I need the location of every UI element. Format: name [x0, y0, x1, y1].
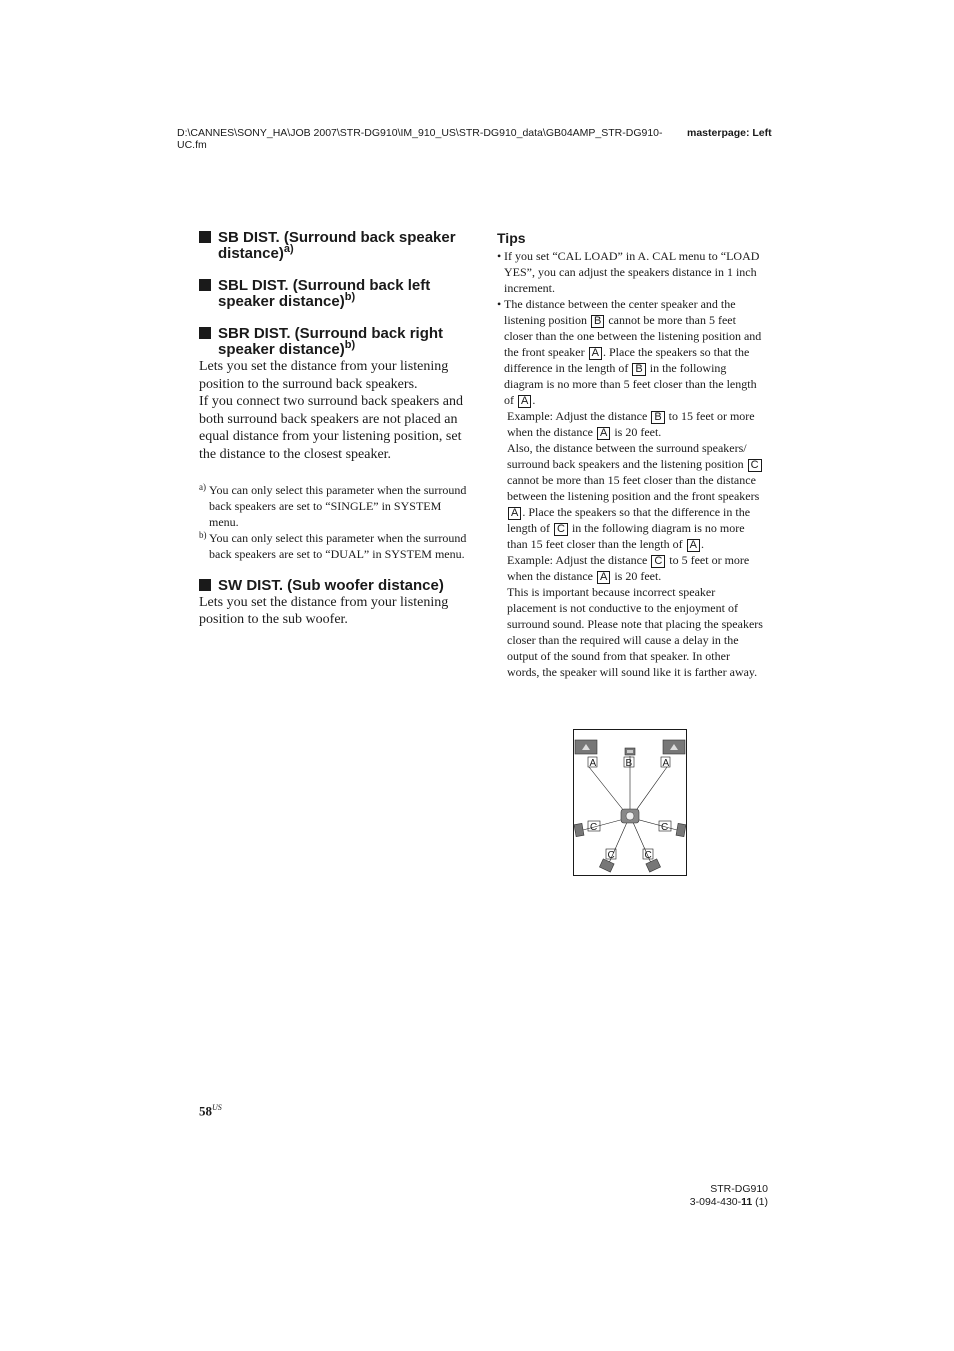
heading-sb-dist	[199, 230, 467, 262]
front-left-speaker-icon	[575, 740, 597, 754]
page-number-value: 58	[199, 1103, 212, 1119]
page-footer	[690, 1183, 768, 1209]
footnote-a	[199, 482, 467, 530]
heading-sbr-dist	[199, 326, 467, 358]
label-box-b: B	[632, 363, 645, 376]
diagram-label-c-right: C	[661, 822, 669, 833]
square-bullet-icon	[199, 579, 211, 591]
center-speaker-icon	[625, 748, 635, 755]
footnote-text: You can only select this parameter when the surround back speakers are set to “DUAL” in SYSTEM menu.	[209, 530, 467, 561]
square-bullet-icon	[199, 279, 211, 291]
label-box-b: B	[591, 315, 604, 328]
heading-sbl-dist	[199, 278, 467, 310]
tip-text: . Place the speakers so that the difference in the length of	[507, 505, 751, 535]
diagram-label-a-left: A	[589, 758, 597, 769]
footnote-ref: b)	[344, 339, 356, 351]
also-surround-distance	[497, 440, 765, 552]
heading-sw-dist	[199, 578, 467, 594]
footnotes	[199, 482, 467, 562]
footnote-mark: b)	[199, 529, 207, 540]
tip-text: If you set “CAL LOAD” in A. CAL menu to “LOAD YES”, you can adjust the speakers distance in 1 inch increment.	[504, 249, 760, 295]
front-right-speaker-icon	[663, 740, 685, 754]
heading-text: SB DIST. (Surround back speaker distance)	[218, 229, 456, 262]
tip-text: Also, the distance between the surround speakers/ surround back speakers and the listening position	[507, 441, 747, 471]
tip-center-distance	[497, 296, 765, 408]
label-box-c: C	[748, 459, 762, 472]
diagram-label-c-left: C	[590, 822, 598, 833]
model-number: STR-DG910	[710, 1183, 768, 1195]
example-text: Example: Adjust the distance	[507, 409, 648, 423]
footnote-ref: b)	[344, 291, 356, 303]
tip-text: The distance between the center speaker and the listening position	[504, 297, 736, 327]
period: .	[532, 393, 536, 407]
diagram-label-b: B	[625, 758, 633, 769]
code-suffix: (1)	[752, 1196, 768, 1208]
diagram-label-c-back-left: C	[607, 850, 615, 861]
code-revision: 11	[741, 1196, 753, 1208]
example-text: to 15 feet or more when the distance	[507, 409, 755, 439]
tip-text: in the following diagram is no more than 15 feet closer than the length of	[507, 521, 745, 551]
label-box-b: B	[651, 411, 664, 424]
label-box-c: C	[651, 555, 665, 568]
speaker-placement-diagram	[573, 729, 687, 876]
page-number-region: US	[212, 1103, 222, 1112]
label-box-a: A	[589, 347, 602, 360]
footnote-b	[199, 530, 467, 562]
footnote-ref: a)	[283, 243, 294, 255]
label-box-c: C	[554, 523, 568, 536]
tip-text: . Place the speakers so that the difference in the length of	[504, 345, 750, 375]
surround-left-speaker-icon	[574, 823, 584, 836]
listener-icon	[621, 809, 639, 823]
square-bullet-icon	[199, 327, 211, 339]
example-center	[497, 408, 765, 440]
bullet: •	[497, 297, 502, 311]
square-bullet-icon	[199, 231, 211, 243]
label-box-a: A	[687, 539, 700, 552]
diagram-label-a-right: A	[662, 758, 670, 769]
example-surround	[497, 552, 765, 584]
left-column	[199, 230, 467, 629]
heading-text: SBR DIST. (Surround back right speaker distance)	[218, 325, 444, 358]
example-text: Example: Adjust the distance	[507, 553, 648, 567]
tip-text: cannot be more than 5 feet closer than the one between the listening position and the front speaker	[504, 313, 762, 359]
example-text: is 20 feet.	[614, 425, 662, 439]
tips-title: Tips	[497, 230, 526, 246]
tip-cal-load	[497, 248, 765, 296]
heading-text: SW DIST. (Sub woofer distance)	[218, 576, 444, 594]
period: .	[700, 537, 704, 551]
bullet: •	[497, 249, 502, 263]
important-note: This is important because incorrect speaker placement is not conductive to the enjoyment of surround sound. Please note that placing the speakers closer than the required will cause a delay in the output of the sound from that speaker. In other words, the speaker will sound like it is farther away.	[507, 585, 763, 679]
heading-text: SBL DIST. (Surround back left speaker distance)	[218, 277, 431, 310]
label-box-a: A	[518, 395, 531, 408]
paragraph-sw: Lets you set the distance from your listening position to the sub woofer.	[199, 594, 449, 628]
label-box-a: A	[597, 427, 610, 440]
label-box-a: A	[597, 571, 610, 584]
paragraph-sb-two-speakers: If you connect two surround back speakers and both surround back speakers are not placed an equal distance from your listening position, set the distance to the closest speaker.	[199, 394, 463, 462]
diagram-label-c-back-right: C	[644, 850, 652, 861]
tip-text: cannot be more than 15 feet closer than the distance between the listening position and the front speakers	[507, 473, 760, 503]
masterpage-label: masterpage: Left	[687, 127, 772, 139]
code-prefix: 3-094-430-	[689, 1196, 742, 1208]
label-box-a: A	[508, 507, 521, 520]
footnote-mark: a)	[199, 481, 206, 492]
footnote-text: You can only select this parameter when the surround back speakers are set to “SINGLE” in SYSTEM menu.	[209, 482, 467, 529]
document-code	[690, 1196, 768, 1209]
surround-right-speaker-icon	[676, 823, 686, 836]
example-text: to 5 feet or more when the distance	[507, 553, 750, 583]
tip-text: in the following diagram is no more than 5 feet closer than the length of	[504, 361, 757, 407]
file-path: D:\CANNES\SONY_HA\JOB 2007\STR-DG910\IM_910_US\STR-DG910_data\GB04AMP_STR-DG910-UC.fm	[177, 127, 663, 151]
paragraph-sb-intro: Lets you set the distance from your listening position to the surround back speakers.	[199, 359, 449, 392]
page-number	[199, 1103, 222, 1119]
example-text: is 20 feet.	[614, 569, 662, 583]
tips-column	[497, 230, 765, 680]
